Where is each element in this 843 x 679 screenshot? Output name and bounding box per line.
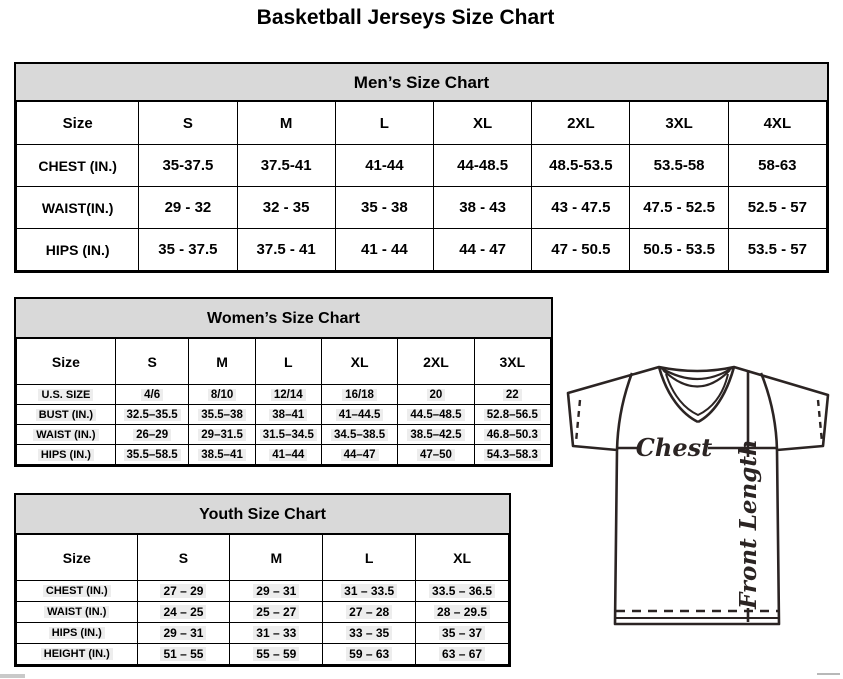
youth-table-title: Youth Size Chart [16,495,509,534]
column-header: 3XL [630,102,728,145]
womens-table-grid [16,338,551,465]
table-cell: 35 – 37 [416,623,509,644]
column-header-row [17,102,827,145]
column-header: L [323,535,416,581]
table-cell: 29 - 32 [139,187,237,229]
table-row [17,229,827,271]
row-label: HEIGHT (IN.) [17,644,138,665]
table-cell: 38 - 43 [434,187,532,229]
row-label: WAIST(IN.) [17,187,139,229]
column-header: XL [321,339,397,385]
row-label: CHEST (IN.) [17,581,138,602]
column-header-row [17,339,551,385]
table-cell: 32.5–35.5 [115,405,189,425]
column-header: S [139,102,237,145]
table-row [17,385,551,405]
table-row [17,623,509,644]
table-cell: 35.5–38 [189,405,255,425]
left-cuff-stitch-dashed [576,400,580,442]
table-cell: 12/14 [255,385,321,405]
column-header: M [230,535,323,581]
scrollbar-fragment-right[interactable] [817,673,840,675]
mens-table-title: Men’s Size Chart [16,64,827,101]
table-row [17,581,509,602]
row-label: BUST (IN.) [17,405,116,425]
table-cell: 29 – 31 [230,581,323,602]
chest-label: Chest [635,433,713,462]
front-length-label: Front Length [735,439,762,609]
scrollbar-fragment-left[interactable] [0,674,25,678]
table-cell: 51 – 55 [137,644,230,665]
column-header: Size [17,535,138,581]
table-cell: 31 – 33.5 [323,581,416,602]
column-header: Size [17,102,139,145]
table-cell: 8/10 [189,385,255,405]
column-header: XL [434,102,532,145]
table-cell: 54.3–58.3 [474,445,550,465]
table-row [17,145,827,187]
table-cell: 29–31.5 [189,425,255,445]
table-row [17,445,551,465]
table-cell: 20 [398,385,474,405]
table-cell: 41 - 44 [335,229,433,271]
table-cell: 24 – 25 [137,602,230,623]
table-row [17,187,827,229]
column-header: Size [17,339,116,385]
table-cell: 44–47 [321,445,397,465]
column-header: 3XL [474,339,550,385]
right-sleeve-seam [761,373,777,450]
table-cell: 27 – 29 [137,581,230,602]
jersey-outline [568,367,828,624]
table-row [17,425,551,445]
table-cell: 37.5-41 [237,145,335,187]
column-header: M [189,339,255,385]
page-title: Basketball Jerseys Size Chart [256,6,555,29]
youth-size-table [14,493,511,667]
row-label: U.S. SIZE [17,385,116,405]
table-cell: 31 – 33 [230,623,323,644]
table-cell: 38.5–41 [189,445,255,465]
column-header: 2XL [532,102,630,145]
column-header: XL [416,535,509,581]
column-header: M [237,102,335,145]
jersey-measurement-diagram [556,358,843,674]
column-header: L [335,102,433,145]
left-sleeve-seam [617,373,632,450]
table-cell: 58-63 [728,145,826,187]
table-cell: 25 – 27 [230,602,323,623]
column-header: 2XL [398,339,474,385]
table-cell: 35.5–58.5 [115,445,189,465]
table-cell: 38.5–42.5 [398,425,474,445]
column-header: 4XL [728,102,826,145]
table-row [17,644,509,665]
row-label: WAIST (IN.) [17,425,116,445]
row-label: HIPS (IN.) [17,229,139,271]
row-label: HIPS (IN.) [17,445,116,465]
table-cell: 46.8–50.3 [474,425,550,445]
table-cell: 44 - 47 [434,229,532,271]
mens-size-table [14,62,829,273]
table-cell: 55 – 59 [230,644,323,665]
youth-table-grid [16,534,509,665]
table-cell: 27 – 28 [323,602,416,623]
table-cell: 50.5 - 53.5 [630,229,728,271]
table-cell: 34.5–38.5 [321,425,397,445]
row-label: WAIST (IN.) [17,602,138,623]
table-cell: 44.5–48.5 [398,405,474,425]
table-cell: 32 - 35 [237,187,335,229]
womens-size-table [14,297,553,467]
table-cell: 41–44 [255,445,321,465]
table-cell: 29 – 31 [137,623,230,644]
column-header: L [255,339,321,385]
table-cell: 47.5 - 52.5 [630,187,728,229]
table-cell: 44-48.5 [434,145,532,187]
table-cell: 53.5 - 57 [728,229,826,271]
table-cell: 52.5 - 57 [728,187,826,229]
row-label: HIPS (IN.) [17,623,138,644]
table-row [17,405,551,425]
table-cell: 59 – 63 [323,644,416,665]
column-header: S [137,535,230,581]
table-cell: 28 – 29.5 [416,602,509,623]
column-header-row [17,535,509,581]
column-header: S [115,339,189,385]
table-cell: 52.8–56.5 [474,405,550,425]
table-cell: 35 - 37.5 [139,229,237,271]
table-cell: 38–41 [255,405,321,425]
womens-table-title: Women’s Size Chart [16,299,551,338]
right-cuff-stitch-dashed [818,400,822,442]
table-cell: 35-37.5 [139,145,237,187]
table-cell: 33 – 35 [323,623,416,644]
table-cell: 22 [474,385,550,405]
table-cell: 26–29 [115,425,189,445]
table-cell: 41-44 [335,145,433,187]
table-cell: 4/6 [115,385,189,405]
table-row [17,602,509,623]
table-cell: 41–44.5 [321,405,397,425]
table-cell: 35 - 38 [335,187,433,229]
table-cell: 43 - 47.5 [532,187,630,229]
table-cell: 31.5–34.5 [255,425,321,445]
mens-table-grid [16,101,827,271]
table-cell: 47 - 50.5 [532,229,630,271]
table-cell: 37.5 - 41 [237,229,335,271]
table-cell: 16/18 [321,385,397,405]
row-label: CHEST (IN.) [17,145,139,187]
table-cell: 53.5-58 [630,145,728,187]
table-cell: 48.5-53.5 [532,145,630,187]
table-cell: 47–50 [398,445,474,465]
table-cell: 33.5 – 36.5 [416,581,509,602]
table-cell: 63 – 67 [416,644,509,665]
